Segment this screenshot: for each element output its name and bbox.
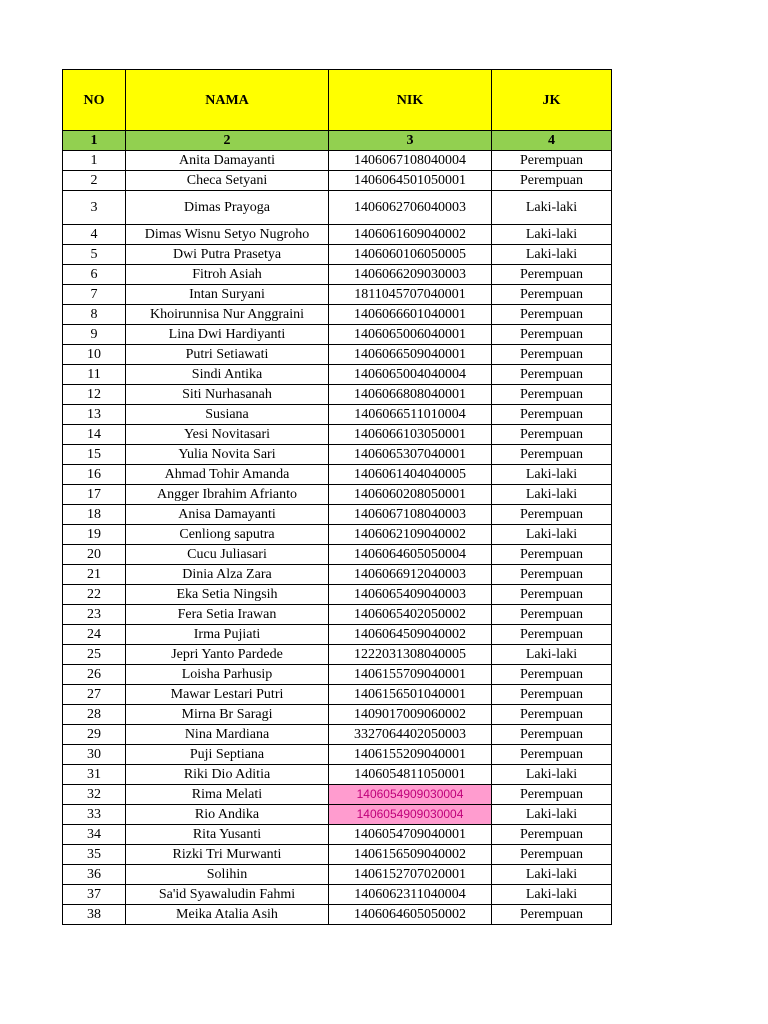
cell-jk: Perempuan (492, 151, 612, 171)
cell-nik: 1222031308040005 (329, 645, 492, 665)
cell-nama: Fitroh Asiah (126, 265, 329, 285)
cell-nik: 1406066209030003 (329, 265, 492, 285)
table-row (63, 685, 612, 705)
cell-no: 18 (63, 505, 126, 525)
table-row (63, 265, 612, 285)
cell-no: 37 (63, 885, 126, 905)
cell-nik: 1406067108040004 (329, 151, 492, 171)
cell-nama: Susiana (126, 405, 329, 425)
cell-jk: Perempuan (492, 585, 612, 605)
column-number: 3 (329, 131, 492, 151)
cell-nik: 1406065004040004 (329, 365, 492, 385)
cell-nama: Yulia Novita Sari (126, 445, 329, 465)
cell-nama: Dimas Wisnu Setyo Nugroho (126, 225, 329, 245)
table-row (63, 665, 612, 685)
cell-jk: Perempuan (492, 325, 612, 345)
table-row (63, 405, 612, 425)
cell-nik: 3327064402050003 (329, 725, 492, 745)
table-row (63, 171, 612, 191)
cell-no: 22 (63, 585, 126, 605)
cell-jk: Perempuan (492, 171, 612, 191)
cell-nik: 1406054909030004 (329, 805, 492, 825)
cell-jk: Laki-laki (492, 805, 612, 825)
cell-nik: 1406155209040001 (329, 745, 492, 765)
cell-nik: 1406152707020001 (329, 865, 492, 885)
cell-nama: Angger Ibrahim Afrianto (126, 485, 329, 505)
cell-nik: 1406065006040001 (329, 325, 492, 345)
table-row (63, 425, 612, 445)
cell-no: 4 (63, 225, 126, 245)
cell-nama: Irma Pujiati (126, 625, 329, 645)
cell-jk: Laki-laki (492, 225, 612, 245)
cell-no: 32 (63, 785, 126, 805)
cell-nik: 1406064605050004 (329, 545, 492, 565)
header-jk: JK (492, 70, 612, 131)
cell-nik: 1406060208050001 (329, 485, 492, 505)
cell-nama: Cenliong saputra (126, 525, 329, 545)
cell-nik: 1406054909030004 (329, 785, 492, 805)
cell-jk: Perempuan (492, 905, 612, 925)
cell-jk: Perempuan (492, 685, 612, 705)
cell-nama: Yesi Novitasari (126, 425, 329, 445)
cell-nama: Meika Atalia Asih (126, 905, 329, 925)
cell-jk: Laki-laki (492, 885, 612, 905)
cell-nama: Fera Setia Irawan (126, 605, 329, 625)
cell-jk: Perempuan (492, 285, 612, 305)
cell-nik: 1406054811050001 (329, 765, 492, 785)
cell-no: 26 (63, 665, 126, 685)
table-row (63, 765, 612, 785)
cell-nama: Loisha Parhusip (126, 665, 329, 685)
cell-jk: Perempuan (492, 305, 612, 325)
cell-no: 8 (63, 305, 126, 325)
cell-nik: 1406066808040001 (329, 385, 492, 405)
cell-nama: Siti Nurhasanah (126, 385, 329, 405)
cell-jk: Perempuan (492, 265, 612, 285)
cell-jk: Laki-laki (492, 465, 612, 485)
cell-nik: 1406156501040001 (329, 685, 492, 705)
cell-no: 3 (63, 191, 126, 225)
table-row (63, 845, 612, 865)
cell-nama: Rita Yusanti (126, 825, 329, 845)
cell-jk: Perempuan (492, 745, 612, 765)
cell-no: 10 (63, 345, 126, 365)
cell-jk: Perempuan (492, 825, 612, 845)
table-row (63, 565, 612, 585)
cell-nama: Mawar Lestari Putri (126, 685, 329, 705)
cell-jk: Perempuan (492, 345, 612, 365)
cell-no: 15 (63, 445, 126, 465)
cell-nama: Lina Dwi Hardiyanti (126, 325, 329, 345)
cell-no: 38 (63, 905, 126, 925)
cell-jk: Perempuan (492, 725, 612, 745)
cell-nama: Anisa Damayanti (126, 505, 329, 525)
cell-jk: Perempuan (492, 365, 612, 385)
cell-nama: Dwi Putra Prasetya (126, 245, 329, 265)
table-row (63, 345, 612, 365)
cell-jk: Perempuan (492, 425, 612, 445)
cell-jk: Perempuan (492, 445, 612, 465)
cell-no: 12 (63, 385, 126, 405)
cell-nama: Rizki Tri Murwanti (126, 845, 329, 865)
table-row (63, 465, 612, 485)
cell-no: 14 (63, 425, 126, 445)
table-row (63, 325, 612, 345)
cell-nik: 1406062311040004 (329, 885, 492, 905)
cell-nama: Sindi Antika (126, 365, 329, 385)
student-table (62, 69, 612, 925)
table-row (63, 785, 612, 805)
table-row (63, 745, 612, 765)
header-no: NO (63, 70, 126, 131)
cell-nama: Cucu Juliasari (126, 545, 329, 565)
cell-nik: 1406064509040002 (329, 625, 492, 645)
cell-nama: Eka Setia Ningsih (126, 585, 329, 605)
cell-jk: Perempuan (492, 785, 612, 805)
table-row (63, 725, 612, 745)
cell-nik: 1406054709040001 (329, 825, 492, 845)
cell-nik: 1406064501050001 (329, 171, 492, 191)
cell-nik: 1406065402050002 (329, 605, 492, 625)
cell-nik: 1406066509040001 (329, 345, 492, 365)
cell-nama: Anita Damayanti (126, 151, 329, 171)
cell-nik: 1406062109040002 (329, 525, 492, 545)
table-row (63, 825, 612, 845)
cell-no: 27 (63, 685, 126, 705)
cell-nik: 1406067108040003 (329, 505, 492, 525)
cell-nama: Checa Setyani (126, 171, 329, 191)
cell-no: 7 (63, 285, 126, 305)
cell-jk: Perempuan (492, 845, 612, 865)
table-row (63, 225, 612, 245)
cell-nama: Solihin (126, 865, 329, 885)
cell-nik: 1406064605050002 (329, 905, 492, 925)
cell-no: 30 (63, 745, 126, 765)
column-number-row (63, 131, 612, 151)
cell-jk: Perempuan (492, 545, 612, 565)
table-body (63, 151, 612, 925)
table-row (63, 605, 612, 625)
cell-nama: Putri Setiawati (126, 345, 329, 365)
cell-nik: 1406066103050001 (329, 425, 492, 445)
table-row (63, 645, 612, 665)
cell-jk: Perempuan (492, 505, 612, 525)
cell-nik: 1406066912040003 (329, 565, 492, 585)
cell-nik: 1406066601040001 (329, 305, 492, 325)
cell-no: 17 (63, 485, 126, 505)
cell-nik: 1409017009060002 (329, 705, 492, 725)
cell-jk: Laki-laki (492, 765, 612, 785)
cell-jk: Laki-laki (492, 865, 612, 885)
cell-no: 9 (63, 325, 126, 345)
cell-jk: Laki-laki (492, 485, 612, 505)
table-row (63, 625, 612, 645)
cell-nama: Mirna Br Saragi (126, 705, 329, 725)
cell-no: 20 (63, 545, 126, 565)
cell-jk: Laki-laki (492, 191, 612, 225)
cell-nik: 1406065307040001 (329, 445, 492, 465)
cell-no: 2 (63, 171, 126, 191)
table-row (63, 445, 612, 465)
cell-no: 5 (63, 245, 126, 265)
cell-jk: Laki-laki (492, 245, 612, 265)
table-row (63, 705, 612, 725)
cell-no: 35 (63, 845, 126, 865)
table-row (63, 505, 612, 525)
cell-nama: Dimas Prayoga (126, 191, 329, 225)
table-row (63, 305, 612, 325)
table-row (63, 385, 612, 405)
cell-no: 16 (63, 465, 126, 485)
column-number: 1 (63, 131, 126, 151)
cell-no: 25 (63, 645, 126, 665)
cell-no: 13 (63, 405, 126, 425)
cell-jk: Perempuan (492, 665, 612, 685)
table-row (63, 285, 612, 305)
table-row (63, 191, 612, 225)
cell-nama: Rio Andika (126, 805, 329, 825)
cell-no: 34 (63, 825, 126, 845)
header-nik: NIK (329, 70, 492, 131)
cell-jk: Perempuan (492, 405, 612, 425)
table-row (63, 805, 612, 825)
table-row (63, 585, 612, 605)
cell-no: 19 (63, 525, 126, 545)
cell-no: 11 (63, 365, 126, 385)
cell-nik: 1406066511010004 (329, 405, 492, 425)
cell-nama: Ahmad Tohir Amanda (126, 465, 329, 485)
table-row (63, 905, 612, 925)
cell-nik: 1406155709040001 (329, 665, 492, 685)
cell-nik: 1406061609040002 (329, 225, 492, 245)
cell-nama: Puji Septiana (126, 745, 329, 765)
cell-no: 6 (63, 265, 126, 285)
cell-nama: Jepri Yanto Pardede (126, 645, 329, 665)
cell-nama: Dinia Alza Zara (126, 565, 329, 585)
cell-jk: Perempuan (492, 705, 612, 725)
table-row (63, 865, 612, 885)
cell-nama: Intan Suryani (126, 285, 329, 305)
header-nama: NAMA (126, 70, 329, 131)
table-row (63, 365, 612, 385)
cell-no: 36 (63, 865, 126, 885)
cell-nama: Nina Mardiana (126, 725, 329, 745)
cell-no: 33 (63, 805, 126, 825)
cell-nama: Khoirunnisa Nur Anggraini (126, 305, 329, 325)
table-row (63, 525, 612, 545)
cell-no: 29 (63, 725, 126, 745)
cell-nama: Sa'id Syawaludin Fahmi (126, 885, 329, 905)
cell-nik: 1406062706040003 (329, 191, 492, 225)
header-row (63, 70, 612, 131)
cell-no: 21 (63, 565, 126, 585)
cell-nik: 1406061404040005 (329, 465, 492, 485)
table-row (63, 151, 612, 171)
table-row (63, 885, 612, 905)
cell-nik: 1406156509040002 (329, 845, 492, 865)
cell-jk: Perempuan (492, 385, 612, 405)
cell-nik: 1406060106050005 (329, 245, 492, 265)
cell-nik: 1406065409040003 (329, 585, 492, 605)
cell-nama: Riki Dio Aditia (126, 765, 329, 785)
cell-no: 1 (63, 151, 126, 171)
cell-nik: 1811045707040001 (329, 285, 492, 305)
table-row (63, 485, 612, 505)
cell-jk: Laki-laki (492, 645, 612, 665)
cell-no: 24 (63, 625, 126, 645)
table-row (63, 245, 612, 265)
cell-jk: Perempuan (492, 565, 612, 585)
cell-nama: Rima Melati (126, 785, 329, 805)
cell-no: 31 (63, 765, 126, 785)
cell-jk: Perempuan (492, 625, 612, 645)
cell-no: 28 (63, 705, 126, 725)
cell-no: 23 (63, 605, 126, 625)
cell-jk: Perempuan (492, 605, 612, 625)
cell-jk: Laki-laki (492, 525, 612, 545)
column-number: 4 (492, 131, 612, 151)
column-number: 2 (126, 131, 329, 151)
table-row (63, 545, 612, 565)
